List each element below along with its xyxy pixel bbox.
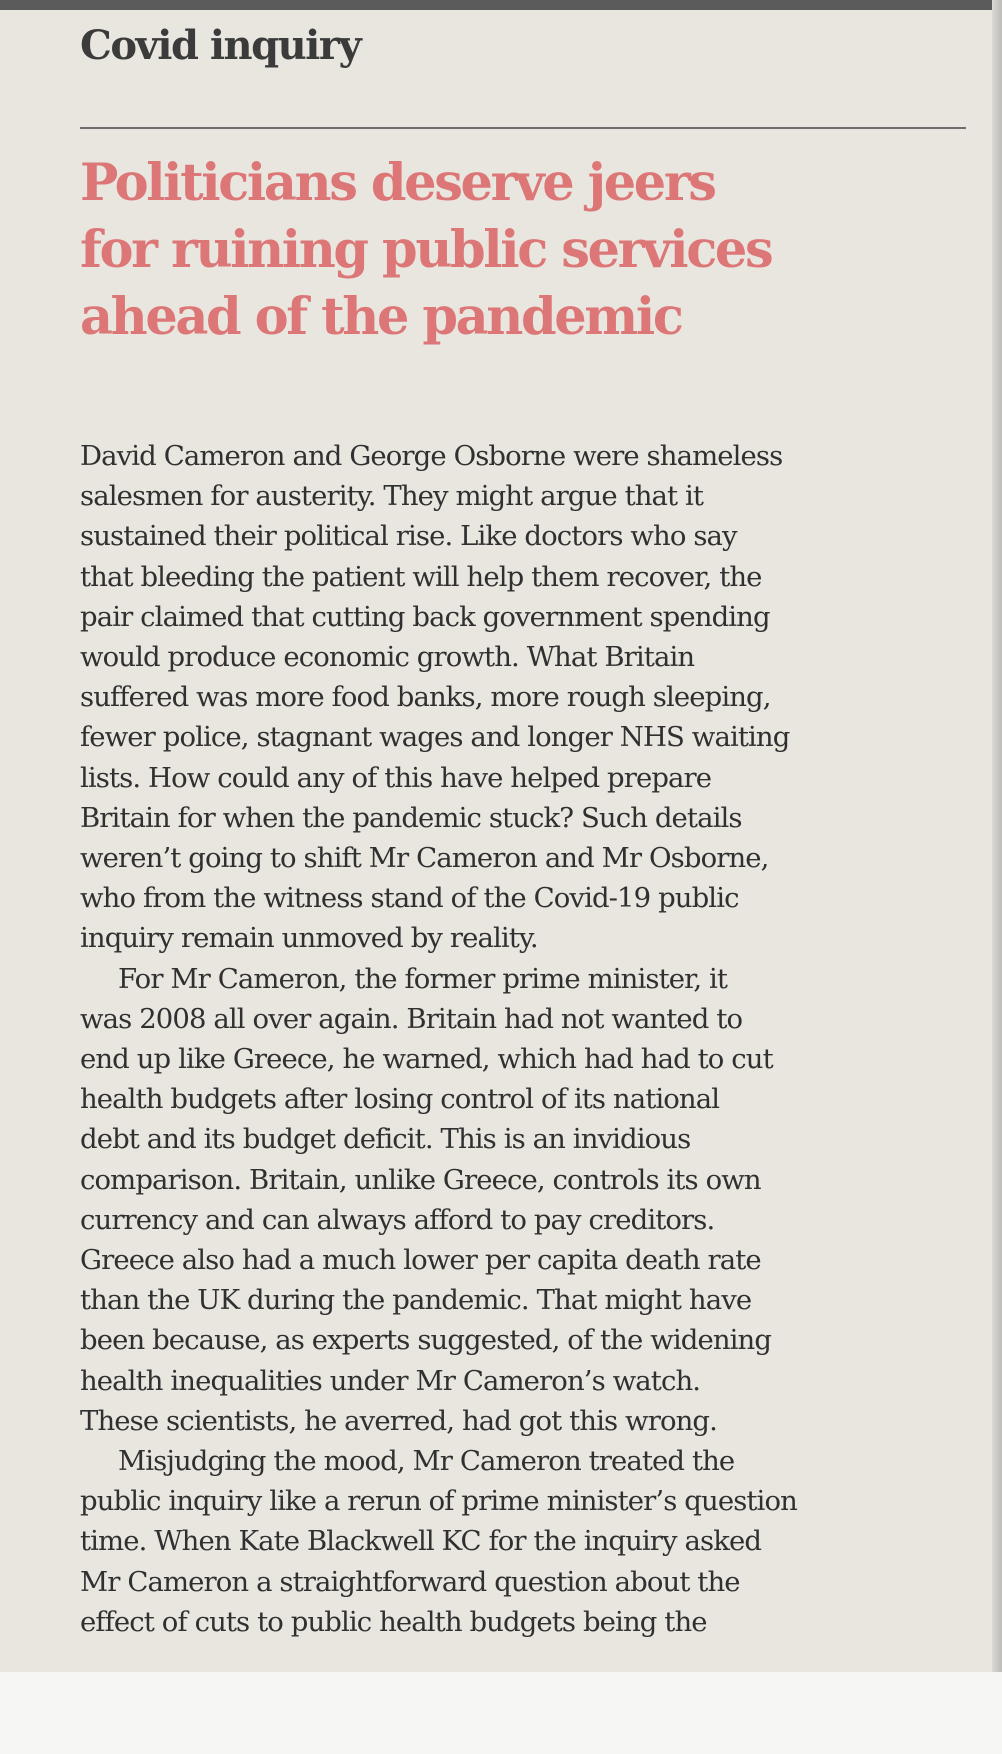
body-line: debt and its budget deficit. This is an invidious <box>80 1123 691 1156</box>
body-line: Mr Cameron a straightforward question about the <box>80 1565 740 1598</box>
body-line: comparison. Britain, unlike Greece, controls its own <box>80 1163 761 1196</box>
body-line: inquiry remain unmoved by reality. <box>80 922 538 955</box>
body-line: been because, as experts suggested, of the widening <box>80 1324 772 1357</box>
body-line: pair claimed that cutting back government spending <box>80 600 770 633</box>
body-line: weren’t going to shift Mr Cameron and Mr Osborne, <box>80 842 769 875</box>
body-line: lists. How could any of this have helped prepare <box>80 761 712 794</box>
body-line: David Cameron and George Osborne were shameless <box>80 440 783 472</box>
body-line: health inequalities under Mr Cameron’s watch. <box>80 1364 701 1397</box>
body-line: sustained their political rise. Like doctors who say <box>80 520 737 553</box>
body-line: would produce economic growth. What Britain <box>80 641 695 674</box>
scan-bottom-margin <box>0 1672 1002 1754</box>
body-line: suffered was more food banks, more rough sleeping, <box>80 681 771 714</box>
scan-top-edge <box>0 0 1002 10</box>
body-line: For Mr Cameron, the former prime minister, it <box>118 962 728 995</box>
body-line: that bleeding the patient will help them recover, the <box>80 560 762 593</box>
headline-line: for ruining public services <box>80 220 772 280</box>
article-body <box>80 436 980 1642</box>
body-line: Britain for when the pandemic stuck? Such details <box>80 801 742 834</box>
body-line: health budgets after losing control of its national <box>80 1083 720 1116</box>
section-label: Covid inquiry <box>80 22 361 69</box>
scan-right-edge <box>992 0 1002 1754</box>
body-line: fewer police, stagnant wages and longer NHS waiting <box>80 721 790 754</box>
body-line: public inquiry like a rerun of prime minister’s question <box>80 1485 797 1518</box>
body-line: These scientists, he averred, had got this wrong. <box>80 1404 717 1437</box>
headline-line: Politicians deserve jeers <box>80 153 715 213</box>
body-line: who from the witness stand of the Covid-19 public <box>80 882 739 915</box>
body-line: time. When Kate Blackwell KC for the inquiry asked <box>80 1525 762 1558</box>
body-line: effect of cuts to public health budgets being the <box>80 1605 707 1638</box>
body-line: than the UK during the pandemic. That might have <box>80 1284 752 1317</box>
newspaper-clipping <box>0 10 992 1672</box>
headline <box>80 150 980 351</box>
body-line: Misjudging the mood, Mr Cameron treated the <box>118 1445 735 1478</box>
body-line: was 2008 all over again. Britain had not wanted to <box>80 1002 743 1035</box>
headline-line: ahead of the pandemic <box>80 287 682 347</box>
section-divider <box>80 127 966 129</box>
body-line: salesmen for austerity. They might argue that it <box>80 480 704 513</box>
body-line: end up like Greece, he warned, which had had to cut <box>80 1043 773 1076</box>
body-line: Greece also had a much lower per capita death rate <box>80 1244 761 1277</box>
body-line: currency and can always afford to pay creditors. <box>80 1203 715 1236</box>
